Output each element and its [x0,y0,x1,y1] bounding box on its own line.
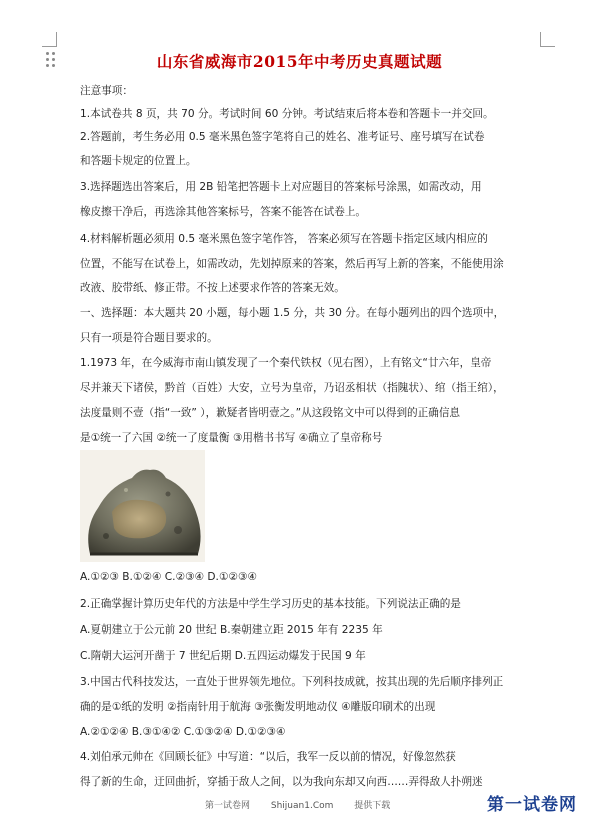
question-2-line: 2.正确掌握计算历史年代的方法是中学生学习历史的基本技能。下列说法正确的是 [80,598,461,610]
question-4-line: 得了新的生命，迂回曲折，穿插于敌人之间，以为我向东却又向西……弄得敌人扑朔迷 [80,776,483,788]
question-2-options: C.隋朝大运河开凿于 7 世纪后期 D.五四运动爆发于民国 9 年 [80,650,366,662]
footer-download: 提供下载 [354,801,391,811]
crop-mark-top-left [42,32,57,47]
question-1-line: 是①统一了六国 ②统一了度量衡 ③用楷书书写 ④确立了皇帝称号 [80,432,383,444]
text-line: 2.答题前，考生务必用 0.5 毫米黑色签字笔将自己的姓名、准考证号、座号填写在试卷 [80,131,485,143]
text-line: 1.本试卷共 8 页，共 70 分。考试时间 60 分钟。考试结束后将本卷和答题卡一并交回。 [80,108,494,120]
question-1-line: 法度量则不壹（指“一致” ），歉疑者皆明壹之。”从这段铭文中可以得到的正确信息 [80,407,461,419]
text-line: 4.材料解析题必须用 0.5 毫米黑色签字笔作答， 答案必须写在答题卡指定区域内相应的 [80,233,488,245]
text-line: 橡皮擦干净后，再选涂其他答案标号，答案不能答在试卷上。 [80,206,367,218]
text-line: 位置，不能写在试卷上，如需改动，先划掉原来的答案，然后再写上新的答案，不能使用涂 [80,258,504,270]
footer-site-name: 第一试卷网 [205,801,251,811]
crop-mark-top-right [540,32,555,47]
text-line: 只有一项是符合题目要求的。 [80,332,218,344]
site-watermark: 第一试卷网 [487,795,577,815]
question-2-options: A.夏朝建立于公元前 20 世纪 B.秦朝建立距 2015 年有 2235 年 [80,624,383,636]
question-1-options: A.①②③ B.①②④ C.②③④ D.①②③④ [80,571,257,583]
section-heading: 一、选择题：本大题共 20 小题，每小题 1.5 分，共 30 分。在每小题列出的四个选项中， [80,307,505,319]
question-4-line: 4.刘伯承元帅在《回顾长征》中写道：“以后，我军一反以前的情况，好像忽然获 [80,751,456,763]
question-1-line: 1.1973 年，在今威海市南山镇发现了一个秦代铁权（见右图），上有铭文“廿六年，皇帝 [80,357,492,369]
document-title: 山东省威海市2015年中考历史真题试题 [156,52,443,71]
footer-site-url[interactable]: Shijuan1.Com [270,801,334,811]
question-3-options: A.②①②④ B.③①④② C.①③②④ D.①②③④ [80,726,286,738]
iron-weight-photo [80,450,205,562]
text-line: 改液、胶带纸、修正带。不按上述要求作答的答案无效。 [80,282,345,294]
notice-heading: 注意事项： [80,85,133,97]
question-3-line: 确的是①纸的发明 ②指南针用于航海 ③张衡发明地动仪 ④雕版印刷术的出现 [80,701,436,713]
page-footer [205,798,408,811]
question-1-line: 尽并兼天下诸侯，黔首（百姓）大安，立号为皇帝，乃诏丞相状（指隗状）、绾（指王绾）， [80,382,504,394]
question-3-line: 3.中国古代科技发达，一直处于世界领先地位。下列科技成就，按其出现的先后顺序排列正 [80,676,504,688]
text-line: 3.选择题选出答案后，用 2B 铅笔把答题卡上对应题目的答案标号涂黑，如需改动，用 [80,181,482,193]
text-line: 和答题卡规定的位置上。 [80,155,197,167]
